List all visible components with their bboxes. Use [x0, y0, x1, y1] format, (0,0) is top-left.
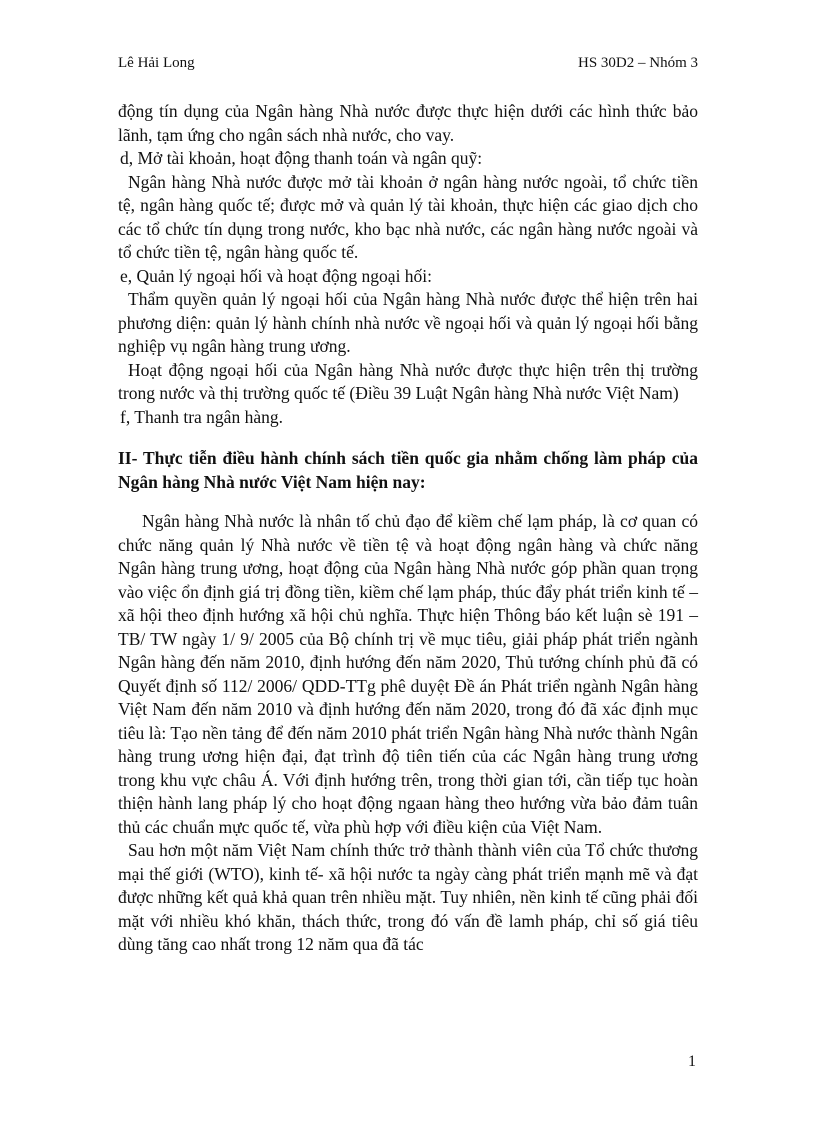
- section-e-paragraph-1: Thẩm quyền quản lý ngoại hối của Ngân hàng Nhà nước được thể hiện trên hai phương diện: quản lý hành chính nhà nước về ngoại hối và quản lý ngoại hối bằng nghiệp vụ ngân hàng trung ương.: [118, 289, 698, 356]
- section-f-title: f, Thanh tra ngân hàng.: [120, 406, 283, 427]
- body-paragraph-2: Sau hơn một năm Việt Nam chính thức trở thành thành viên của Tổ chức thương mại thế giới (WTO), kinh tế- xã hội nước ta ngày càng phát triển mạnh mẽ và đạt được những kết quả khả quan trên nhiều mặt. Tuy nhiên, nền kinh tế cũng phải đối mặt với nhiều khó khăn, thách thức, trong đó vấn đề lamh pháp, chỉ số giá tiêu dùng tăng cao nhất trong 12 năm qua đã tác: [118, 840, 698, 954]
- section-e-title: e, Quản lý ngoại hối và hoạt động ngoại hối:: [120, 265, 433, 286]
- paragraph-continuation: động tín dụng của Ngân hàng Nhà nước được thực hiện dưới các hình thức bảo lãnh, tạm ứng cho ngân sách nhà nước, cho vay.: [118, 101, 698, 145]
- page-number: 1: [688, 1053, 696, 1070]
- section-d-paragraph: Ngân hàng Nhà nước được mở tài khoản ở ngân hàng nước ngoài, tổ chức tiền tệ, ngân hàng quốc tế; được mở và quản lý tài khoản, thực hiện các giao dịch cho các tổ chức tín dụng trong nước, kho bạc nhà nước, các ngân hàng nước ngoài và tổ chức tiền tệ, ngân hàng quốc tế.: [118, 171, 698, 262]
- section-heading-ii: II- Thực tiễn điều hành chính sách tiền quốc gia nhằm chống làm pháp của Ngân hàng Nhà nước Việt Nam hiện nay:: [118, 448, 698, 492]
- page-header: [118, 52, 698, 74]
- header-author: Lê Hải Long: [118, 55, 195, 71]
- section-e-paragraph-2: Hoạt động ngoại hối của Ngân hàng Nhà nước được thực hiện trên thị trường trong nước và thị trường quốc tế (Điều 39 Luật Ngân hàng Nhà nước Việt Nam): [118, 359, 698, 403]
- document-body: [118, 100, 698, 957]
- body-paragraph-1: Ngân hàng Nhà nước là nhân tố chủ đạo để kiềm chế lạm pháp, là cơ quan có chức năng quản lý Nhà nước về tiền tệ và hoạt động ngân hàng và chức năng Ngân hàng trung ương, hoạt động của Ngân hàng Nhà nước góp phần quan trọng vào việc ổn định giá trị đồng tiền, kiềm chế lạm pháp, thúc đẩy phát triển kinh tế – xã hội theo định hướng xã hội chủ nghĩa. Thực hiện Thông báo kết luận sè 191 – TB/ TW ngày 1/ 9/ 2005 của Bộ chính trị về mục tiêu, giải pháp phát triển ngành Ngân hàng đến năm 2010, định hướng đến năm 2020, Thủ tướng chính phủ đã có Quyết định số 112/ 2006/ QDD-TTg phê duyệt Đề án Phát triển ngành Ngân hàng Việt Nam đến năm 2010 và định hướng đến năm 2020, trong đó đã xác định mục tiêu là: Tạo nền tảng để đến năm 2010 phát triển Ngân hàng Nhà nước thành Ngân hàng trung ương hiện đại, đạt trình độ tiên tiến của các Ngân hàng trung ương trong khu vực châu Á. Với định hướng trên, trong thời gian tới, cần tiếp tục hoàn thiện hành lang pháp lý cho hoạt động ngaan hàng theo hướng vừa bảo đảm tuân thủ các chuẩn mực quốc tế, vừa phù hợp với điều kiện của Việt Nam.: [118, 511, 698, 837]
- section-d-title: d, Mở tài khoản, hoạt động thanh toán và ngân quỹ:: [120, 148, 483, 168]
- header-group: HS 30D2 – Nhóm 3: [577, 55, 698, 71]
